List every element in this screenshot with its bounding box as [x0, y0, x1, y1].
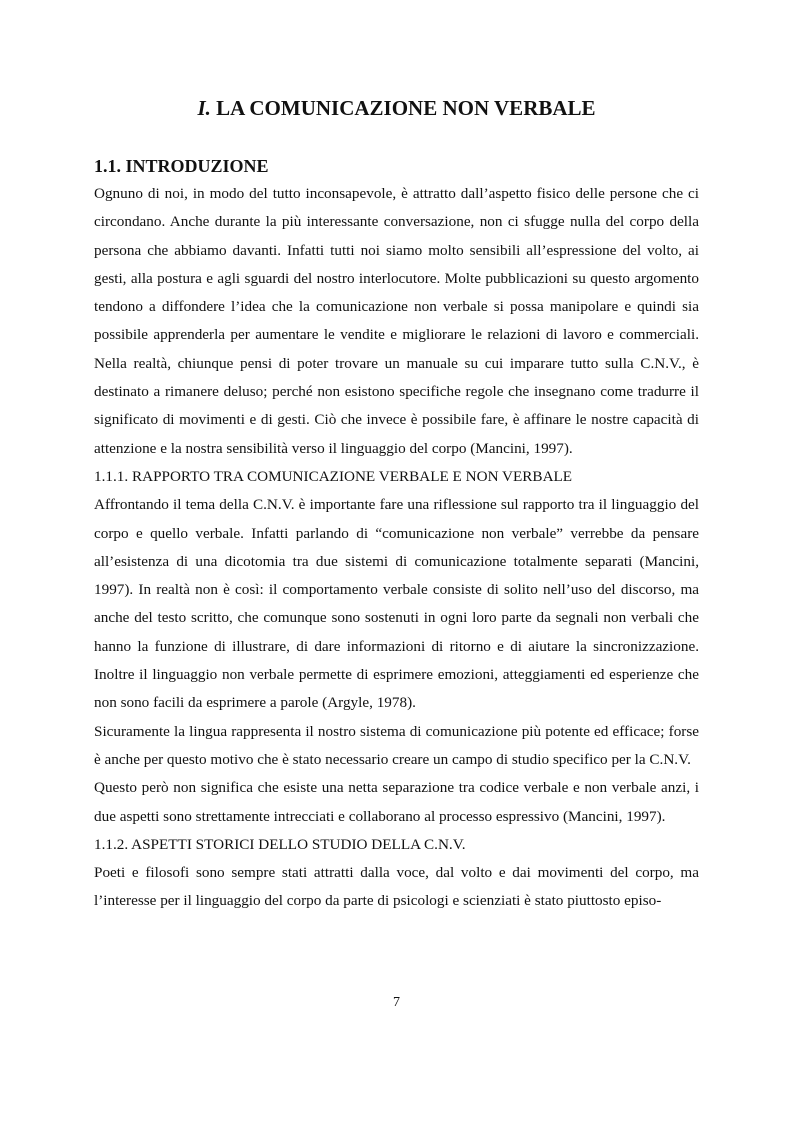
section-title: 1.1. INTRODUZIONE: [94, 156, 269, 176]
page-number: 7: [393, 995, 400, 1010]
paragraph-intro: Ognuno di noi, in modo del tutto inconsapevole, è attratto dall’aspetto fisico delle persone che ci circondano. Anche durante la più interessante conversazione, non ci sfugge nulla del corpo della persona che abbiamo davanti. Infatti tutti noi siamo molto sensibili all’espressione del volto, ai gesti, alla postura e agli sguardi del nostro interlocutore. Molte pubblicazioni su questo argomento tendono a diffondere l’idea che la comunicazione non verbale si possa manipolare e quindi sia possibile apprenderla per aumentare le vendite e migliorare le relazioni di lavoro e commerciali. Nella realtà, chiunque pensi di poter trovare un manuale su cui imparare tutto sulla C.N.V., è destinato a rimanere deluso; perché non esistono specifiche regole che insegnano come tradurre il significato di movimenti e di gesti. Ciò che invece è possibile fare, è affinare le nostre capacità di attenzione e la nostra sensibilità verso il linguaggio del corpo (Mancini, 1997).: [94, 185, 699, 457]
subsection-title-verbal-relationship: 1.1.1. RAPPORTO TRA COMUNICAZIONE VERBALE E NON VERBALE: [94, 467, 573, 485]
paragraph-language-power: Sicuramente la lingua rappresenta il nostro sistema di comunicazione più potente ed efficace; forse è anche per questo motivo che è stato necessario creare un campo di studio specifico per la C.N.V.: [94, 722, 699, 768]
chapter-number: I.: [197, 96, 211, 120]
chapter-title: [94, 94, 699, 122]
chapter-title-text: LA COMUNICAZIONE NON VERBALE: [216, 96, 596, 120]
paragraph-verbal-relationship: Affrontando il tema della C.N.V. è importante fare una riflessione sul rapporto tra il linguaggio del corpo e quello verbale. Infatti parlando di “comunicazione non verbale” verrebbe da pensare all’esistenza di una dicotomia tra due sistemi di comunicazione totalmente separati (Mancini, 1997). In realtà non è così: il comportamento verbale consiste di solito nell’uso del discorso, ma anche del testo scritto, che comunque sono sostenuti in ogni loro parte da segnali non verbali che hanno la funzione di illustrare, di dare informazioni di ritorno e di aiutare la sincronizzazione. Inoltre il linguaggio non verbale permette di esprimere emozioni, atteggiamenti ed esperienze che non sono facili da esprimere a parole (Argyle, 1978).: [94, 496, 699, 712]
page-body: [94, 152, 699, 916]
subsection-title-historical-aspects: 1.1.2. ASPETTI STORICI DELLO STUDIO DELLA C.N.V.: [94, 835, 466, 853]
paragraph-intertwined-codes: Questo però non significa che esiste una netta separazione tra codice verbale e non verbale anzi, i due aspetti sono strettamente intrecciati e collaborano al processo espressivo (Mancini, 1997).: [94, 779, 699, 825]
paragraph-historical: Poeti e filosofi sono sempre stati attratti dalla voce, dal volto e dai movimenti del corpo, ma l’interesse per il linguaggio del corpo da parte di psicologi e scienziati è stato piuttosto episo-: [94, 864, 699, 910]
